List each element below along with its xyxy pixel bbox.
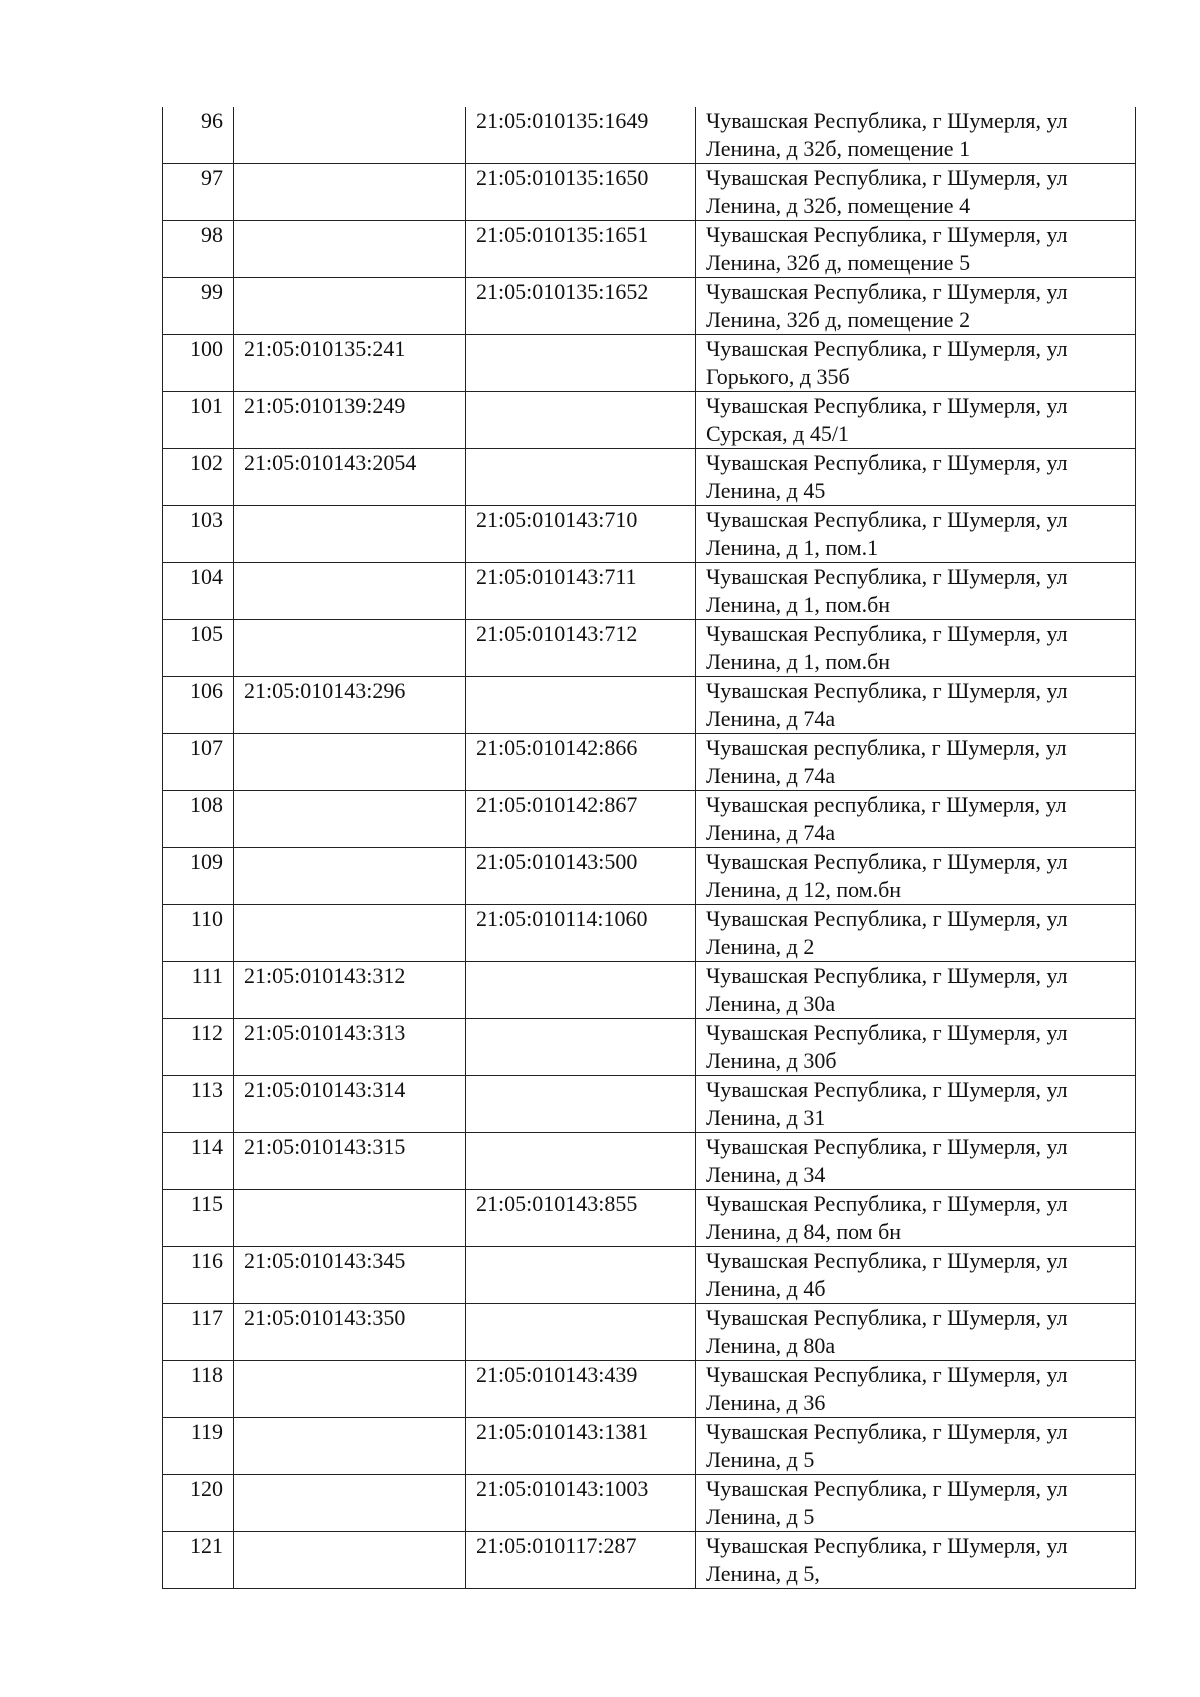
- object-cadastral-number-cell: 21:05:010143:712: [466, 620, 696, 677]
- table-row: [163, 449, 1136, 506]
- table-row: [163, 335, 1136, 392]
- table-row: [163, 563, 1136, 620]
- table-row: [163, 848, 1136, 905]
- table-row: [163, 962, 1136, 1019]
- land-cadastral-number-cell: [234, 563, 466, 620]
- table-row: [163, 734, 1136, 791]
- land-cadastral-number-cell: [234, 1418, 466, 1475]
- object-cadastral-number-cell: 21:05:010143:710: [466, 506, 696, 563]
- land-cadastral-number-cell: 21:05:010143:350: [234, 1304, 466, 1361]
- row-number-cell: 97: [163, 164, 234, 221]
- land-cadastral-number-cell: [234, 1532, 466, 1589]
- object-cadastral-number-cell: 21:05:010135:1649: [466, 107, 696, 164]
- land-cadastral-number-cell: [234, 1190, 466, 1247]
- table-row: [163, 221, 1136, 278]
- address-cell: Чувашская Республика, г Шумерля, ул Горького, д 35б: [696, 335, 1136, 392]
- row-number-cell: 96: [163, 107, 234, 164]
- address-cell: Чувашская Республика, г Шумерля, ул Ленина, д 1, пом.бн: [696, 563, 1136, 620]
- object-cadastral-number-cell: [466, 1019, 696, 1076]
- table-row: [163, 677, 1136, 734]
- address-cell: Чувашская Республика, г Шумерля, ул Ленина, 32б д, помещение 2: [696, 278, 1136, 335]
- row-number-cell: 121: [163, 1532, 234, 1589]
- land-cadastral-number-cell: 21:05:010143:314: [234, 1076, 466, 1133]
- row-number-cell: 109: [163, 848, 234, 905]
- land-cadastral-number-cell: [234, 278, 466, 335]
- object-cadastral-number-cell: [466, 1076, 696, 1133]
- table-row: [163, 620, 1136, 677]
- row-number-cell: 105: [163, 620, 234, 677]
- address-cell: Чувашская республика, г Шумерля, ул Ленина, д 74а: [696, 791, 1136, 848]
- address-cell: Чувашская Республика, г Шумерля, ул Ленина, д 5: [696, 1475, 1136, 1532]
- land-cadastral-number-cell: [234, 221, 466, 278]
- object-cadastral-number-cell: 21:05:010143:711: [466, 563, 696, 620]
- address-cell: Чувашская Республика, г Шумерля, ул Ленина, 32б д, помещение 5: [696, 221, 1136, 278]
- address-cell: Чувашская Республика, г Шумерля, ул Ленина, д 5: [696, 1418, 1136, 1475]
- table-row: [163, 1133, 1136, 1190]
- object-cadastral-number-cell: 21:05:010114:1060: [466, 905, 696, 962]
- address-cell: Чувашская Республика, г Шумерля, ул Ленина, д 4б: [696, 1247, 1136, 1304]
- object-cadastral-number-cell: 21:05:010117:287: [466, 1532, 696, 1589]
- address-cell: Чувашская Республика, г Шумерля, ул Сурская, д 45/1: [696, 392, 1136, 449]
- object-cadastral-number-cell: 21:05:010143:439: [466, 1361, 696, 1418]
- land-cadastral-number-cell: [234, 164, 466, 221]
- address-cell: Чувашская Республика, г Шумерля, ул Ленина, д 80а: [696, 1304, 1136, 1361]
- object-cadastral-number-cell: 21:05:010143:855: [466, 1190, 696, 1247]
- address-cell: Чувашская Республика, г Шумерля, ул Ленина, д 30б: [696, 1019, 1136, 1076]
- land-cadastral-number-cell: 21:05:010143:345: [234, 1247, 466, 1304]
- land-cadastral-number-cell: [234, 506, 466, 563]
- table-row: [163, 392, 1136, 449]
- table-row: [163, 1190, 1136, 1247]
- land-cadastral-number-cell: [234, 905, 466, 962]
- row-number-cell: 120: [163, 1475, 234, 1532]
- table-row: [163, 107, 1136, 164]
- table-row: [163, 905, 1136, 962]
- object-cadastral-number-cell: 21:05:010143:500: [466, 848, 696, 905]
- object-cadastral-number-cell: 21:05:010142:867: [466, 791, 696, 848]
- land-cadastral-number-cell: 21:05:010143:296: [234, 677, 466, 734]
- table-row: [163, 506, 1136, 563]
- land-cadastral-number-cell: [234, 107, 466, 164]
- row-number-cell: 117: [163, 1304, 234, 1361]
- row-number-cell: 106: [163, 677, 234, 734]
- table-row: [163, 1418, 1136, 1475]
- row-number-cell: 113: [163, 1076, 234, 1133]
- table-row: [163, 791, 1136, 848]
- object-cadastral-number-cell: 21:05:010143:1381: [466, 1418, 696, 1475]
- object-cadastral-number-cell: 21:05:010135:1651: [466, 221, 696, 278]
- object-cadastral-number-cell: [466, 962, 696, 1019]
- row-number-cell: 100: [163, 335, 234, 392]
- address-cell: Чувашская Республика, г Шумерля, ул Ленина, д 30а: [696, 962, 1136, 1019]
- address-cell: Чувашская Республика, г Шумерля, ул Ленина, д 74а: [696, 677, 1136, 734]
- object-cadastral-number-cell: 21:05:010135:1652: [466, 278, 696, 335]
- table-row: [163, 1361, 1136, 1418]
- row-number-cell: 108: [163, 791, 234, 848]
- address-cell: Чувашская Республика, г Шумерля, ул Ленина, д 32б, помещение 1: [696, 107, 1136, 164]
- row-number-cell: 104: [163, 563, 234, 620]
- row-number-cell: 101: [163, 392, 234, 449]
- land-cadastral-number-cell: [234, 791, 466, 848]
- row-number-cell: 118: [163, 1361, 234, 1418]
- row-number-cell: 102: [163, 449, 234, 506]
- address-cell: Чувашская Республика, г Шумерля, ул Ленина, д 1, пом.бн: [696, 620, 1136, 677]
- row-number-cell: 107: [163, 734, 234, 791]
- object-cadastral-number-cell: 21:05:010142:866: [466, 734, 696, 791]
- object-cadastral-number-cell: [466, 677, 696, 734]
- address-cell: Чувашская Республика, г Шумерля, ул Ленина, д 31: [696, 1076, 1136, 1133]
- land-cadastral-number-cell: 21:05:010143:313: [234, 1019, 466, 1076]
- object-cadastral-number-cell: 21:05:010143:1003: [466, 1475, 696, 1532]
- object-cadastral-number-cell: 21:05:010135:1650: [466, 164, 696, 221]
- row-number-cell: 111: [163, 962, 234, 1019]
- table-row: [163, 1475, 1136, 1532]
- object-cadastral-number-cell: [466, 1247, 696, 1304]
- address-cell: Чувашская республика, г Шумерля, ул Ленина, д 74а: [696, 734, 1136, 791]
- table-row: [163, 1247, 1136, 1304]
- address-cell: Чувашская Республика, г Шумерля, ул Ленина, д 32б, помещение 4: [696, 164, 1136, 221]
- land-cadastral-number-cell: [234, 1475, 466, 1532]
- row-number-cell: 98: [163, 221, 234, 278]
- object-cadastral-number-cell: [466, 1133, 696, 1190]
- address-cell: Чувашская Республика, г Шумерля, ул Ленина, д 34: [696, 1133, 1136, 1190]
- object-cadastral-number-cell: [466, 392, 696, 449]
- row-number-cell: 112: [163, 1019, 234, 1076]
- object-cadastral-number-cell: [466, 1304, 696, 1361]
- address-cell: Чувашская Республика, г Шумерля, ул Ленина, д 36: [696, 1361, 1136, 1418]
- address-cell: Чувашская Республика, г Шумерля, ул Ленина, д 45: [696, 449, 1136, 506]
- table-row: [163, 278, 1136, 335]
- row-number-cell: 115: [163, 1190, 234, 1247]
- table-row: [163, 164, 1136, 221]
- land-cadastral-number-cell: 21:05:010143:312: [234, 962, 466, 1019]
- property-registry-table: [162, 107, 1136, 1589]
- address-cell: Чувашская Республика, г Шумерля, ул Ленина, д 1, пом.1: [696, 506, 1136, 563]
- row-number-cell: 114: [163, 1133, 234, 1190]
- row-number-cell: 119: [163, 1418, 234, 1475]
- table-row: [163, 1304, 1136, 1361]
- address-cell: Чувашская Республика, г Шумерля, ул Ленина, д 5,: [696, 1532, 1136, 1589]
- land-cadastral-number-cell: 21:05:010139:249: [234, 392, 466, 449]
- table-row: [163, 1532, 1136, 1589]
- row-number-cell: 116: [163, 1247, 234, 1304]
- object-cadastral-number-cell: [466, 449, 696, 506]
- address-cell: Чувашская Республика, г Шумерля, ул Ленина, д 2: [696, 905, 1136, 962]
- land-cadastral-number-cell: [234, 620, 466, 677]
- table-row: [163, 1019, 1136, 1076]
- registry-table-body: [163, 107, 1136, 1589]
- land-cadastral-number-cell: [234, 1361, 466, 1418]
- land-cadastral-number-cell: [234, 848, 466, 905]
- land-cadastral-number-cell: 21:05:010143:2054: [234, 449, 466, 506]
- row-number-cell: 99: [163, 278, 234, 335]
- row-number-cell: 103: [163, 506, 234, 563]
- land-cadastral-number-cell: 21:05:010143:315: [234, 1133, 466, 1190]
- row-number-cell: 110: [163, 905, 234, 962]
- land-cadastral-number-cell: 21:05:010135:241: [234, 335, 466, 392]
- land-cadastral-number-cell: [234, 734, 466, 791]
- object-cadastral-number-cell: [466, 335, 696, 392]
- address-cell: Чувашская Республика, г Шумерля, ул Ленина, д 12, пом.бн: [696, 848, 1136, 905]
- address-cell: Чувашская Республика, г Шумерля, ул Ленина, д 84, пом бн: [696, 1190, 1136, 1247]
- table-row: [163, 1076, 1136, 1133]
